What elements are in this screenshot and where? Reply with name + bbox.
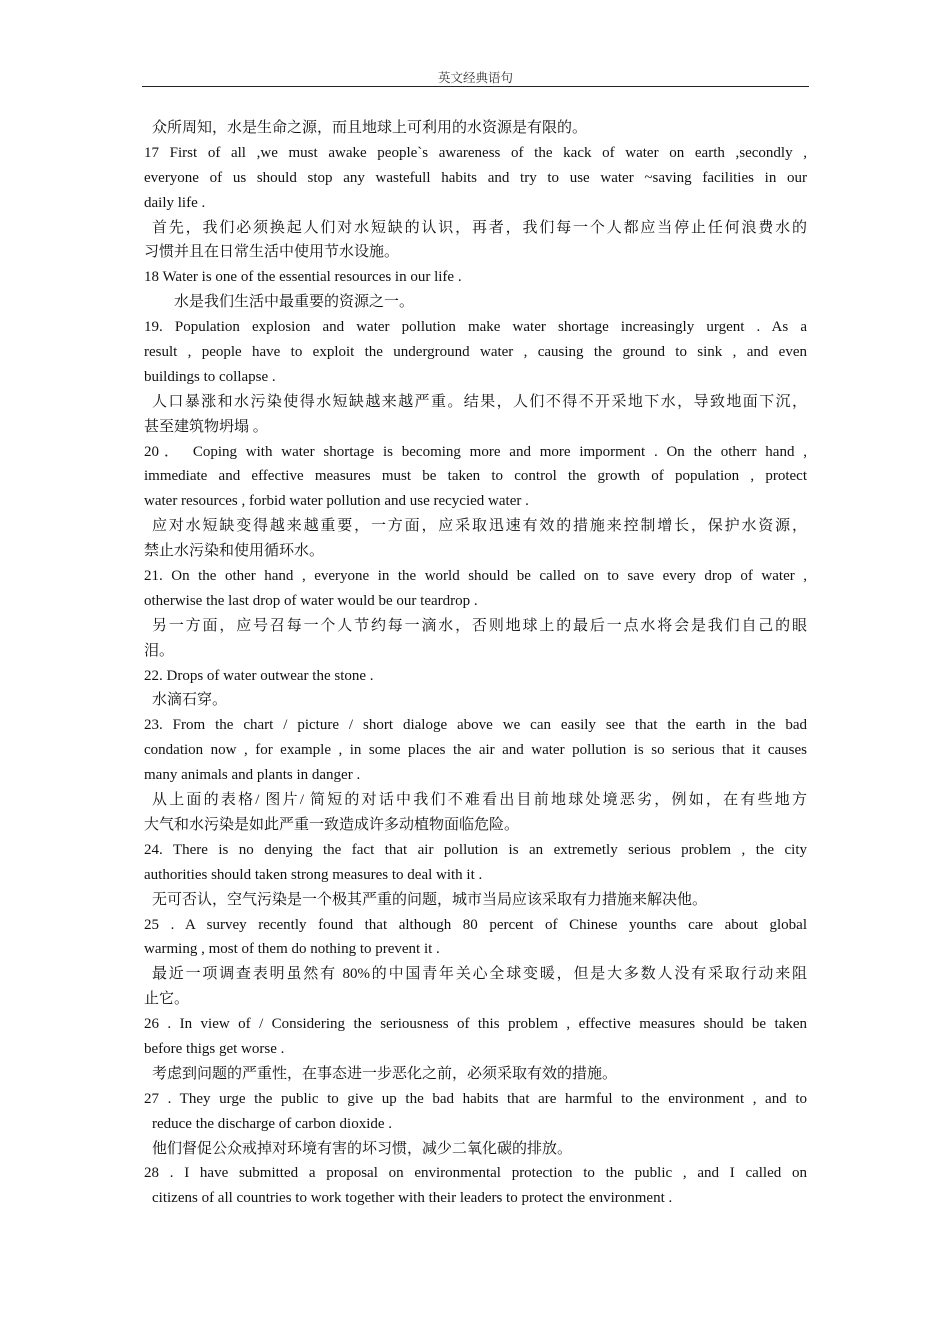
header-title: 英文经典语句 (437, 71, 513, 85)
text-line: 最近一项调查表明虽然有 80%的中国青年关心全球变暖，但是大多数人没有采取行动来阻 (152, 966, 807, 983)
text-line: 甚至建筑物坍塌 。 (144, 418, 268, 435)
page-header (142, 70, 809, 87)
text-line: 习惯并且在日常生活中使用节水设施。 (144, 244, 400, 261)
text-line: 27 . They urge the public to give up the bad habits that are harmful to the environment , and to (144, 1090, 807, 1107)
text-line: 25 . A survey recently found that although 80 percent of Chinese younths care about global (144, 916, 807, 933)
text-line: 22. Drops of water outwear the stone . (144, 667, 374, 684)
text-line: 21. On the other hand , everyone in the world should be called on to save every drop of water , (144, 568, 807, 585)
text-line: 水滴石穿。 (152, 692, 228, 709)
text-line: 水是我们生活中最重要的资源之一。 (174, 294, 415, 311)
text-line: authorities should taken strong measures to deal with it . (144, 866, 483, 883)
text-line: condation now , for example , in some places the air and water pollution is so serious that it causes (144, 742, 807, 759)
text-line: immediate and effective measures must be taken to control the growth of population , protect (144, 468, 807, 485)
text-line: 止它。 (144, 991, 190, 1008)
text-line: otherwise the last drop of water would be our teardrop . (144, 592, 478, 609)
text-line: 28 . I have submitted a proposal on environmental protection to the public , and I called on (144, 1165, 807, 1182)
text-line: buildings to collapse . (144, 368, 276, 385)
text-line: water resources , forbid water pollution and use recycied water . (144, 493, 529, 510)
text-line: 禁止水污染和使用循环水。 (144, 543, 325, 560)
text-line: 众所周知，水是生命之源，而且地球上可利用的水资源是有限的。 (152, 120, 588, 136)
text-line: 23. From the chart / picture / short dialoge above we can easily see that the earth in the bad (144, 717, 807, 734)
text-line: reduce the discharge of carbon dioxide . (152, 1115, 393, 1132)
text-line: warming , most of them do nothing to prevent it . (144, 941, 440, 958)
text-line: daily life . (144, 194, 206, 211)
text-line: before thigs get worse . (144, 1040, 285, 1057)
text-line: citizens of all countries to work together with their leaders to protect the environment . (152, 1190, 673, 1207)
text-line: 24. There is no denying the fact that air pollution is an extremetly serious problem , the city (144, 841, 807, 858)
document-body (144, 116, 807, 1211)
text-line: 20． Coping with water shortage is becoming more and more imporment . On the otherr hand , (144, 443, 807, 460)
text-line: 26 . In view of / Considering the seriousness of this problem , effective measures should be taken (144, 1016, 807, 1033)
text-line: 泪。 (144, 642, 175, 659)
text-line: 从上面的表格/ 图片/ 简短的对话中我们不难看出目前地球处境恶劣，例如，在有些地方 (152, 792, 807, 809)
text-line: everyone of us should stop any wastefull habits and try to use water ~saving facilities in our (144, 169, 807, 186)
text-line: 应对水短缺变得越来越重要，一方面，应采取迅速有效的措施来控制增长，保护水资源， (152, 518, 807, 535)
text-line: 19. Population explosion and water pollution make water shortage increasingly urgent . As a (144, 319, 807, 336)
text-line: result , people have to exploit the underground water , causing the ground to sink , and even (144, 344, 807, 361)
text-line: 考虑到问题的严重性，在事态进一步恶化之前，必须采取有效的措施。 (152, 1065, 618, 1082)
text-line: 17 First of all ,we must awake people`s awareness of the kack of water on earth ,secondly , (144, 144, 807, 161)
text-line: 人口暴涨和水污染使得水短缺越来越严重。结果，人们不得不开采地下水，导致地面下沉， (152, 393, 807, 410)
text-line: 首先，我们必须换起人们对水短缺的认识，再者，我们每一个人都应当停止任何浪费水的 (152, 219, 807, 236)
text-line: 18 Water is one of the essential resources in our life . (144, 269, 462, 286)
text-line: 他们督促公众戒掉对环境有害的坏习惯，减少二氧化碳的排放。 (152, 1140, 573, 1157)
text-line: 大气和水污染是如此严重一致造成许多动植物面临危险。 (144, 816, 520, 833)
text-line: many animals and plants in danger . (144, 767, 361, 784)
text-line: 无可否认，空气污染是一个极其严重的问题，城市当局应该采取有力措施来解决他。 (152, 891, 708, 908)
text-line: 另一方面，应号召每一个人节约每一滴水，否则地球上的最后一点水将会是我们自己的眼 (152, 617, 807, 634)
